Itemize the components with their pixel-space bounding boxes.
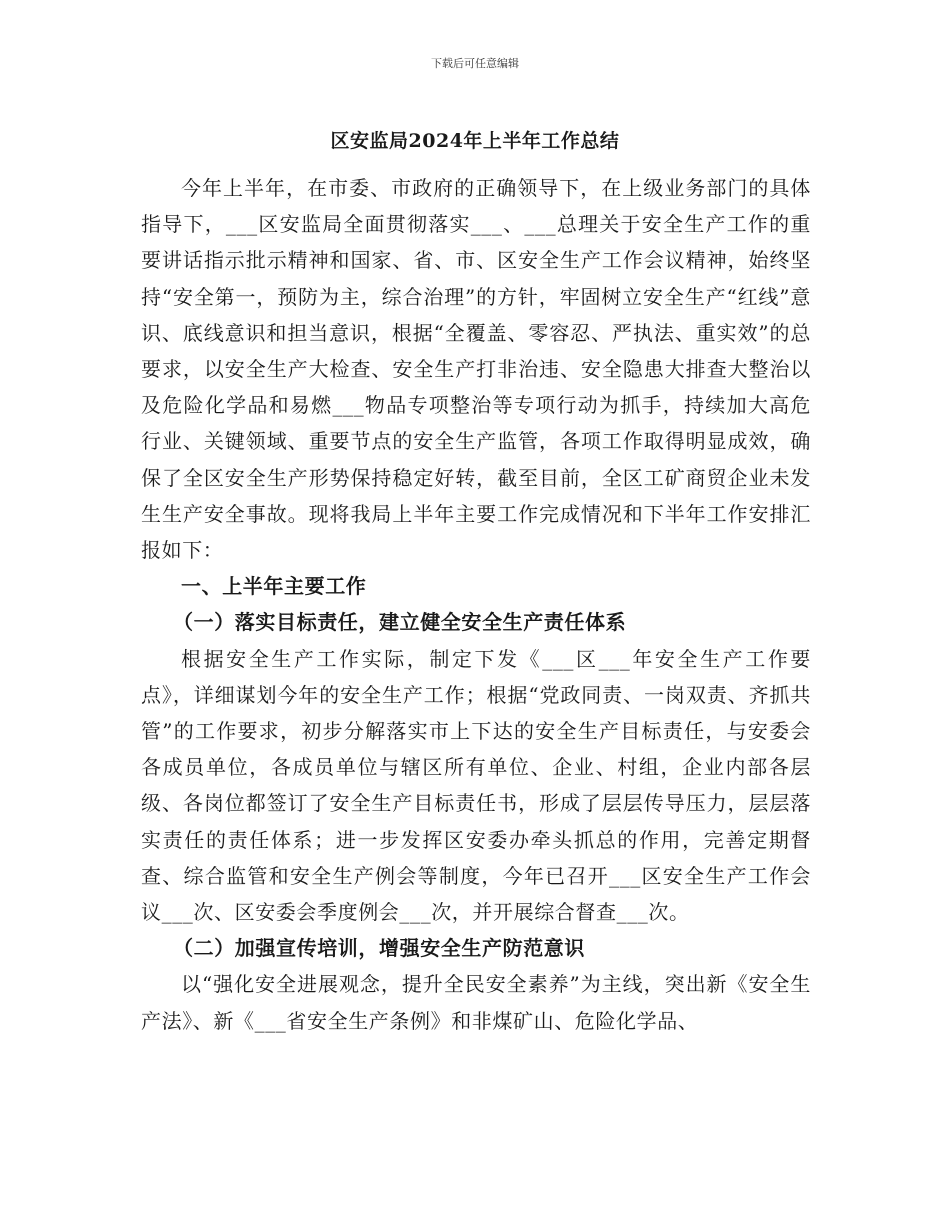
document-body [141, 170, 811, 1039]
subsection-2-paragraph: 以“强化安全进展观念，提升全民安全素养”为主线，突出新《安全生产法》、新《___省安全生产条例》和非煤矿山、危险化学品、 [141, 972, 811, 1033]
subsection-heading-1: （一）落实目标责任，建立健全安全生产责任体系 [173, 610, 627, 635]
subsection-1-paragraph: 根据安全生产工作实际，制定下发《___区___年安全生产工作要点》，详细谋划今年的安全生产工作；根据“党政同责、一岗双责、齐抓共管”的工作要求，初步分解落实市上下达的安全生产目标责任，与安委会各成员单位，各成员单位与辖区所有单位、企业、村组，企业内部各层级、各岗位都签订了安全生产目标责任书，形成了层层传导压力，层层落实责任的责任体系；进一步发挥区安委办牵头抓总的作用，完善定期督查、综合监管和安全生产例会等制度，今年已召开___区安全生产工作会议___次、区安委会季度例会___次，并开展综合督查___次。 [141, 646, 811, 925]
document-title: 区安监局2024年上半年工作总结 [330, 130, 620, 152]
section-heading-1: 一、上半年主要工作 [181, 574, 367, 599]
intro-paragraph: 今年上半年，在市委、市政府的正确领导下，在上级业务部门的具体指导下，___区安监局全面贯彻落实___、___总理关于安全生产工作的重要讲话指示批示精神和国家、省、市、区安全生产工作会议精神，始终坚持“安全第一，预防为主，综合治理”的方针，牢固树立安全生产“红线”意识、底线意识和担当意识，根据“全覆盖、零容忍、严执法、重实效”的总要求，以安全生产大检查、安全生产打非治违、安全隐患大排查大整治以及危险化学品和易燃___物品专项整治等专项行动为抓手，持续加大高危行业、关键领域、重要节点的安全生产监管，各项工作取得明显成效，确保了全区安全生产形势保持稳定好转，截至目前，全区工矿商贸企业未发生生产安全事故。现将我局上半年主要工作完成情况和下半年工作安排汇报如下： [141, 176, 811, 563]
subsection-heading-2: （二）加强宣传培训，增强安全生产防范意识 [173, 936, 585, 961]
page-header-note: 下载后可任意编辑 [431, 57, 519, 70]
